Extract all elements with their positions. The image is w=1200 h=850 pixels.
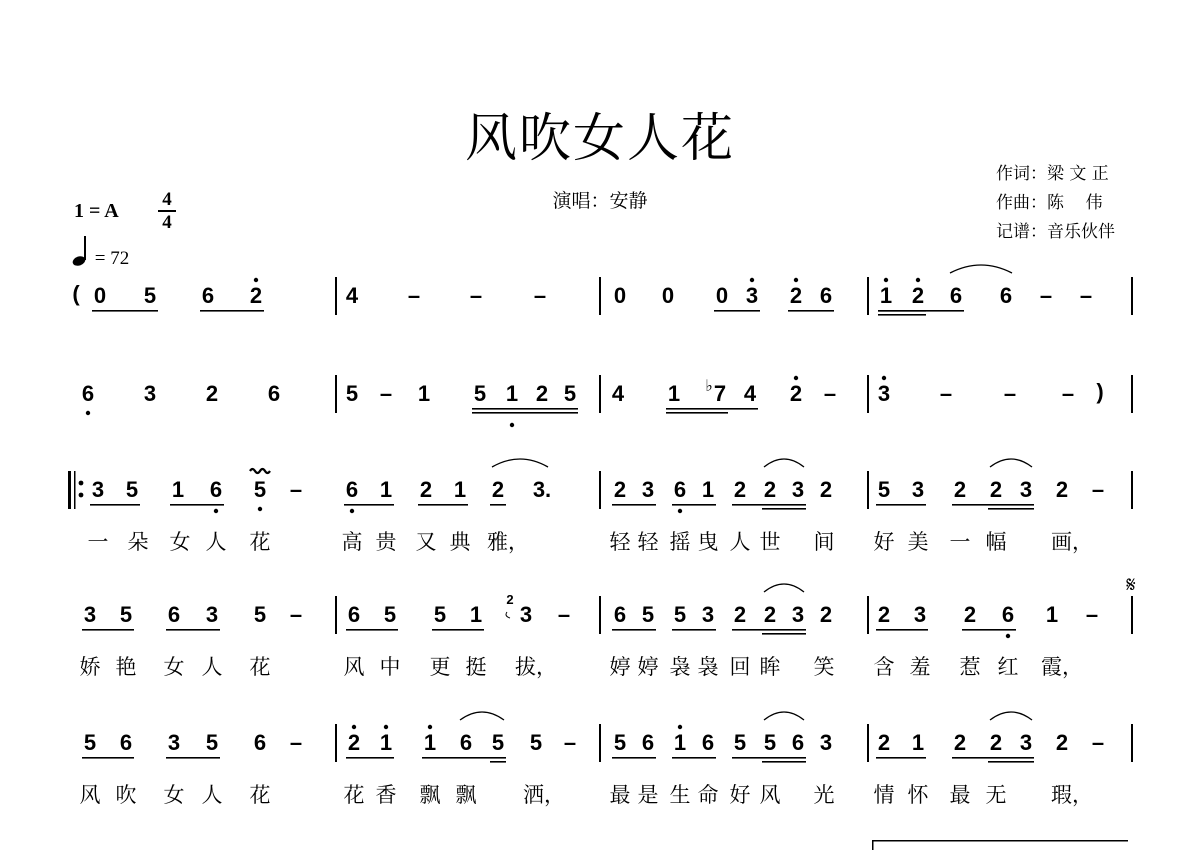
note: 5 xyxy=(253,602,267,627)
lyric-char: 一 xyxy=(949,530,971,554)
note: 4 xyxy=(743,381,757,406)
note: 5 xyxy=(473,381,487,406)
lyric-char: 光 xyxy=(813,783,835,807)
lyric-char: 雅， xyxy=(487,530,529,554)
note: 3 xyxy=(83,602,97,627)
note: – xyxy=(823,381,837,406)
note: 3 xyxy=(1019,730,1033,755)
lyric-char: 拔， xyxy=(515,655,557,679)
bar-line xyxy=(599,471,601,509)
note: – xyxy=(1003,381,1017,406)
rhythm-underline xyxy=(672,629,716,631)
composer-credit: 作曲：陈 伟 xyxy=(996,193,1103,213)
note: 6 xyxy=(81,381,95,406)
lyric-char: 好 xyxy=(873,530,895,554)
high-octave-dot xyxy=(882,376,886,380)
note: 2 xyxy=(953,477,967,502)
trill-icon xyxy=(250,469,270,473)
note: – xyxy=(289,602,303,627)
note: 1 xyxy=(417,381,431,406)
bar-line xyxy=(599,596,601,634)
low-octave-dot xyxy=(678,509,682,513)
note: – xyxy=(1085,602,1099,627)
lyric-char: 娇 xyxy=(79,655,101,679)
note: 2 xyxy=(963,602,977,627)
low-octave-dot xyxy=(510,423,514,427)
rhythm-underline xyxy=(612,504,656,506)
note: 5 xyxy=(345,381,359,406)
repeat-dot xyxy=(79,493,84,498)
note: 3 xyxy=(519,602,533,627)
next-system-fragment-bar xyxy=(872,840,874,850)
high-octave-dot xyxy=(794,376,798,380)
note: 2 xyxy=(989,730,1003,755)
bar-line xyxy=(867,471,869,509)
rhythm-underline xyxy=(82,629,134,631)
lyric-char: 无 xyxy=(985,783,1007,807)
note: – xyxy=(1061,381,1075,406)
lyric-char: 花 xyxy=(249,530,271,554)
transcriber-credit: 记谱：音乐伙伴 xyxy=(996,222,1115,242)
lyric-char: 袅 xyxy=(669,655,691,679)
note: 2 xyxy=(789,381,803,406)
lyric-char: 袅 xyxy=(697,655,719,679)
lyric-char: 挺 xyxy=(465,655,487,679)
key-signature: 1 = A xyxy=(74,200,119,222)
note: 2 xyxy=(347,730,361,755)
note: 2 xyxy=(249,283,263,308)
note: 5 xyxy=(83,730,97,755)
rhythm-underline xyxy=(732,757,806,759)
rhythm-underline xyxy=(90,504,140,506)
grace-slur xyxy=(506,612,510,618)
note: 5 xyxy=(205,730,219,755)
note: 2 xyxy=(877,730,891,755)
note: 5 xyxy=(433,602,447,627)
note: 3 xyxy=(911,477,925,502)
rhythm-underline xyxy=(876,504,926,506)
lyric-char: 轻 xyxy=(637,530,659,554)
high-octave-dot xyxy=(794,278,798,282)
singer-credit: 演唱：安静 xyxy=(552,190,648,212)
rhythm-underline xyxy=(672,757,716,759)
lyric-char: 花 xyxy=(249,655,271,679)
note: – xyxy=(557,602,571,627)
bar-line xyxy=(599,375,601,413)
lyric-char: 婷 xyxy=(637,655,659,679)
note: – xyxy=(1091,477,1105,502)
bar-line xyxy=(1131,277,1133,315)
note: 5 xyxy=(119,602,133,627)
lyric-char: 风 xyxy=(759,783,781,807)
rhythm-underline xyxy=(878,310,964,312)
rhythm-underline xyxy=(762,508,806,510)
note: 3 xyxy=(205,602,219,627)
tempo-value: = 72 xyxy=(94,248,130,269)
lyric-char: 霞， xyxy=(1041,655,1083,679)
slur-arc xyxy=(764,584,804,592)
lyric-char: 人 xyxy=(729,530,751,554)
rhythm-underline xyxy=(472,412,578,414)
lyric-char: 花 xyxy=(249,783,271,807)
note: 1 xyxy=(379,477,393,502)
rhythm-underline xyxy=(490,504,506,506)
high-octave-dot xyxy=(750,278,754,282)
note: 1 xyxy=(1045,602,1059,627)
note: 0 xyxy=(661,283,675,308)
rhythm-underline xyxy=(490,761,506,763)
bar-line xyxy=(867,724,869,762)
lyric-char: 女 xyxy=(169,530,191,554)
note: 5 xyxy=(143,283,157,308)
note: 5 xyxy=(383,602,397,627)
note: 2 xyxy=(763,602,777,627)
bar-line xyxy=(1131,375,1133,413)
time-signature-top: 4 xyxy=(162,189,172,210)
note: 2 xyxy=(953,730,967,755)
lyric-char: 瑕， xyxy=(1051,783,1093,807)
lyric-char: 世 xyxy=(759,530,781,554)
lyric-char: 吹 xyxy=(115,783,137,807)
note: – xyxy=(1039,283,1053,308)
note: 2 xyxy=(733,477,747,502)
note: 2 xyxy=(205,381,219,406)
rhythm-underline xyxy=(878,314,926,316)
note: 0 xyxy=(715,283,729,308)
lyric-char: 回 xyxy=(729,655,751,679)
note: 6 xyxy=(345,477,359,502)
note: 1 xyxy=(911,730,925,755)
lyric-char: 洒， xyxy=(523,783,565,807)
rhythm-underline xyxy=(952,504,1034,506)
high-octave-dot xyxy=(678,725,682,729)
rhythm-underline xyxy=(346,629,398,631)
bar-line xyxy=(867,277,869,315)
lyric-char: 羞 xyxy=(909,655,931,679)
note: 6 xyxy=(253,730,267,755)
rhythm-underline xyxy=(732,504,806,506)
low-octave-dot xyxy=(86,411,90,415)
high-octave-dot xyxy=(916,278,920,282)
note: 5 xyxy=(491,730,505,755)
rhythm-underline xyxy=(666,408,758,410)
high-octave-dot xyxy=(884,278,888,282)
slur-arc xyxy=(990,712,1032,720)
lyric-char: 曳 xyxy=(697,530,719,554)
note: 6 xyxy=(613,602,627,627)
lyric-char: 人 xyxy=(205,530,227,554)
bar-line xyxy=(335,375,337,413)
rhythm-underline xyxy=(666,412,728,414)
high-octave-dot xyxy=(384,725,388,729)
note: – xyxy=(1079,283,1093,308)
lyric-char: 含 xyxy=(873,655,895,679)
note: 5 xyxy=(563,381,577,406)
lyric-char: 生 xyxy=(669,783,691,807)
lyric-char: 艳 xyxy=(115,655,137,679)
note: ) xyxy=(1096,379,1104,404)
rhythm-underline xyxy=(788,310,834,312)
lyric-char: 高 xyxy=(341,530,363,554)
note: 4 xyxy=(611,381,625,406)
note: 1 xyxy=(171,477,185,502)
flat-icon: ♭ xyxy=(705,376,713,395)
note: 3 xyxy=(819,730,833,755)
rhythm-underline xyxy=(92,310,158,312)
lyric-char: 女 xyxy=(163,783,185,807)
lyricist-credit: 作词：梁 文 正 xyxy=(996,164,1109,184)
lyric-char: 朵 xyxy=(127,530,149,554)
note: ( xyxy=(72,281,80,306)
slur-arc xyxy=(460,712,504,720)
rhythm-underline xyxy=(472,408,578,410)
rhythm-underline xyxy=(612,757,656,759)
bar-line xyxy=(1131,471,1133,509)
note: 1 xyxy=(701,477,715,502)
note: 6 xyxy=(999,283,1013,308)
high-octave-dot xyxy=(254,278,258,282)
note: 3 xyxy=(641,477,655,502)
note: 3 xyxy=(913,602,927,627)
lyric-char: 幅 xyxy=(985,530,1007,554)
note: 1 xyxy=(469,602,483,627)
slur-arc xyxy=(990,459,1032,467)
lyric-char: 画， xyxy=(1051,530,1093,554)
note: 2 xyxy=(1055,730,1069,755)
slur-arc xyxy=(764,712,804,720)
lyric-char: 飘 xyxy=(419,783,441,807)
note: 5 xyxy=(529,730,543,755)
lyric-char: 怀 xyxy=(907,783,929,807)
note: 1 xyxy=(505,381,519,406)
lyric-char: 眸 xyxy=(759,655,781,679)
lyric-char: 命 xyxy=(697,783,719,807)
rhythm-underline xyxy=(82,757,134,759)
rhythm-underline xyxy=(672,504,716,506)
note: 3. xyxy=(532,477,552,502)
lyric-char: 红 xyxy=(997,655,1019,679)
note: 3 xyxy=(745,283,759,308)
note: 3 xyxy=(701,602,715,627)
low-octave-dot xyxy=(258,507,262,511)
note: – xyxy=(289,730,303,755)
rhythm-underline xyxy=(762,633,806,635)
rhythm-underline xyxy=(952,757,1034,759)
note: 6 xyxy=(459,730,473,755)
slur-arc xyxy=(950,265,1012,273)
slur-arc xyxy=(492,459,548,467)
rhythm-underline xyxy=(418,504,468,506)
note: 6 xyxy=(167,602,181,627)
lyric-char: 风 xyxy=(343,655,365,679)
note: 5 xyxy=(733,730,747,755)
note: – xyxy=(469,283,483,308)
low-octave-dot xyxy=(214,509,218,513)
note: – xyxy=(939,381,953,406)
note: 1 xyxy=(667,381,681,406)
note: – xyxy=(289,477,303,502)
note: 3 xyxy=(1019,477,1033,502)
note: 2 xyxy=(733,602,747,627)
bar-line xyxy=(335,596,337,634)
lyric-char: 女 xyxy=(163,655,185,679)
note: – xyxy=(379,381,393,406)
note: 6 xyxy=(819,283,833,308)
high-octave-dot xyxy=(428,725,432,729)
rhythm-underline xyxy=(732,629,806,631)
segno-icon: 𝄋 xyxy=(1126,573,1136,598)
next-system-fragment-line xyxy=(872,840,1128,842)
lyric-char: 好 xyxy=(729,783,751,807)
note: 6 xyxy=(347,602,361,627)
time-signature-bottom: 4 xyxy=(162,212,172,233)
lyric-char: 飘 xyxy=(455,783,477,807)
rhythm-underline xyxy=(612,629,656,631)
note: 2 xyxy=(535,381,549,406)
note: 1 xyxy=(879,283,893,308)
note: 1 xyxy=(673,730,687,755)
note: 2 xyxy=(613,477,627,502)
note: 3 xyxy=(791,602,805,627)
note: 6 xyxy=(1001,602,1015,627)
note: 5 xyxy=(613,730,627,755)
high-octave-dot xyxy=(352,725,356,729)
bar-line xyxy=(599,724,601,762)
lyric-char: 人 xyxy=(201,783,223,807)
note: 5 xyxy=(763,730,777,755)
lyric-char: 典 xyxy=(449,530,471,554)
rhythm-underline xyxy=(344,504,394,506)
rhythm-underline xyxy=(200,310,264,312)
lyric-char: 香 xyxy=(375,783,397,807)
bar-line xyxy=(335,277,337,315)
note: 2 xyxy=(491,477,505,502)
rhythm-underline xyxy=(422,757,506,759)
bar-line xyxy=(1131,724,1133,762)
repeat-start-thick-line xyxy=(68,471,71,509)
lyric-char: 人 xyxy=(201,655,223,679)
note: 0 xyxy=(93,283,107,308)
bar-line xyxy=(599,277,601,315)
note: 2 xyxy=(789,283,803,308)
note: 6 xyxy=(119,730,133,755)
note: 4 xyxy=(345,283,359,308)
lyric-char: 摇 xyxy=(669,530,691,554)
note: 3 xyxy=(143,381,157,406)
note: 5 xyxy=(673,602,687,627)
lyric-char: 风 xyxy=(79,783,101,807)
note: 1 xyxy=(423,730,437,755)
note: 6 xyxy=(267,381,281,406)
lyric-char: 最 xyxy=(949,783,971,807)
repeat-dot xyxy=(79,481,84,486)
lyric-char: 美 xyxy=(907,530,929,554)
lyric-char: 惹 xyxy=(959,655,981,679)
note: – xyxy=(1091,730,1105,755)
bar-line xyxy=(867,375,869,413)
note: – xyxy=(533,283,547,308)
note: 6 xyxy=(701,730,715,755)
note: – xyxy=(407,283,421,308)
low-octave-dot xyxy=(1006,634,1010,638)
rhythm-underline xyxy=(714,310,760,312)
rhythm-underline xyxy=(166,757,220,759)
rhythm-underline xyxy=(962,629,1016,631)
note: 6 xyxy=(209,477,223,502)
grace-note: 2 xyxy=(506,592,514,607)
lyric-char: 婷 xyxy=(609,655,631,679)
bar-line xyxy=(335,724,337,762)
note: 2 xyxy=(911,283,925,308)
note: 6 xyxy=(673,477,687,502)
rhythm-underline xyxy=(988,508,1034,510)
lyric-char: 贵 xyxy=(375,530,397,554)
rhythm-underline xyxy=(988,761,1034,763)
note: 6 xyxy=(201,283,215,308)
slur-arc xyxy=(764,459,804,467)
lyric-char: 又 xyxy=(415,530,437,554)
rhythm-underline xyxy=(170,504,224,506)
note: 5 xyxy=(125,477,139,502)
lyric-char: 情 xyxy=(873,783,895,807)
repeat-start-thin-line xyxy=(74,471,76,509)
note: 7 xyxy=(713,381,727,406)
bar-line xyxy=(867,596,869,634)
note: 3 xyxy=(791,477,805,502)
note: 2 xyxy=(877,602,891,627)
note: 2 xyxy=(819,602,833,627)
rhythm-underline xyxy=(762,761,806,763)
note: 3 xyxy=(167,730,181,755)
low-octave-dot xyxy=(350,509,354,513)
rhythm-underline xyxy=(166,629,220,631)
note: – xyxy=(563,730,577,755)
lyric-char: 中 xyxy=(379,655,401,679)
note: 6 xyxy=(641,730,655,755)
note: 2 xyxy=(989,477,1003,502)
note: 2 xyxy=(1055,477,1069,502)
rhythm-underline xyxy=(346,757,394,759)
lyric-char: 笑 xyxy=(813,655,835,679)
note: 1 xyxy=(453,477,467,502)
lyric-char: 间 xyxy=(813,530,835,554)
note: 2 xyxy=(419,477,433,502)
note: 3 xyxy=(877,381,891,406)
note: 2 xyxy=(763,477,777,502)
rhythm-underline xyxy=(876,757,926,759)
note: 1 xyxy=(379,730,393,755)
rhythm-underline xyxy=(432,629,484,631)
lyric-char: 最 xyxy=(609,783,631,807)
lyric-char: 是 xyxy=(637,783,659,807)
note: 5 xyxy=(877,477,891,502)
note: 5 xyxy=(641,602,655,627)
note: 6 xyxy=(791,730,805,755)
lyric-char: 花 xyxy=(343,783,365,807)
rhythm-underline xyxy=(876,629,928,631)
note: 0 xyxy=(613,283,627,308)
song-title: 风吹女人花 xyxy=(464,109,735,169)
note: 2 xyxy=(819,477,833,502)
note: 6 xyxy=(949,283,963,308)
lyric-char: 一 xyxy=(87,530,109,554)
bar-line xyxy=(1131,596,1133,634)
lyric-char: 轻 xyxy=(609,530,631,554)
lyric-char: 更 xyxy=(429,655,451,679)
note: 5 xyxy=(253,477,267,502)
note: 3 xyxy=(91,477,105,502)
